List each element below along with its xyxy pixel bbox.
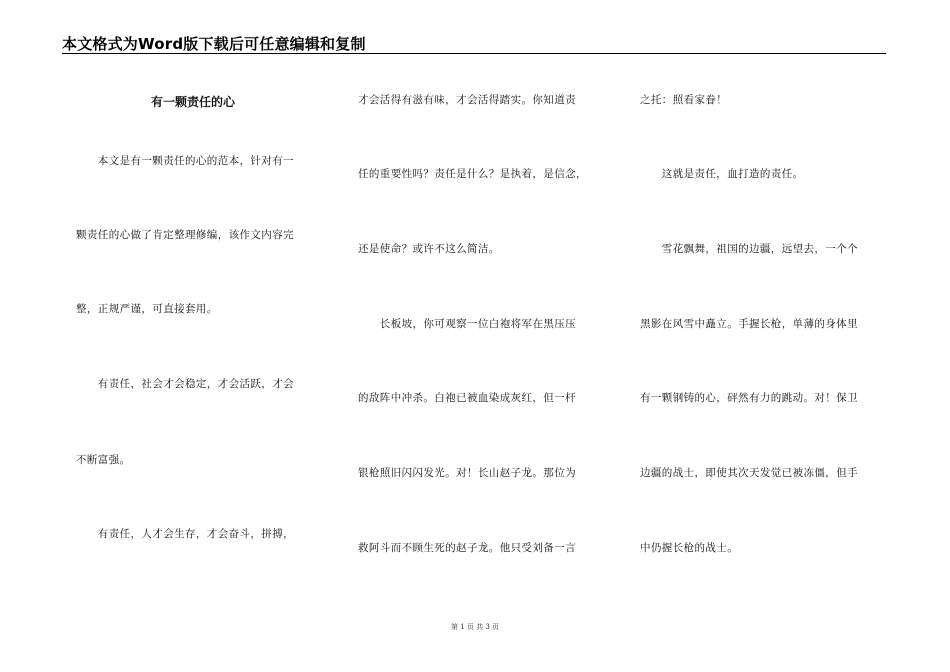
text-line: 有一颗钢铸的心，砰然有力的跳动。对！保卫 bbox=[640, 392, 858, 404]
text-line: 整，正规严谨，可直接套用。 bbox=[76, 303, 218, 315]
text-line: 这就是责任，血打造的责任。 bbox=[640, 168, 804, 180]
text-line: 雪花飘舞，祖国的边疆，远望去，一个个 bbox=[640, 243, 858, 255]
text-line: 还是使命？或许不这么简洁。 bbox=[358, 243, 500, 255]
text-line: 长板坡，你可观察一位白袍将军在黑压压 bbox=[358, 318, 576, 330]
document-header-title: 本文格式为Word版下载后可任意编辑和复制 bbox=[62, 35, 366, 53]
text-line: 任的重要性吗？责任是什么？是执着，是信念， bbox=[358, 168, 587, 180]
text-line: 的敌阵中冲杀。白袍已被血染成灰红，但一杆 bbox=[358, 392, 576, 404]
text-line: 有责任，人才会生存，才会奋斗，拼搏， bbox=[76, 528, 294, 540]
text-column-2 bbox=[358, 0, 604, 672]
text-line: 有责任，社会才会稳定，才会活跃，才会 bbox=[76, 378, 294, 390]
text-line: 才会活得有滋有味，才会活得踏实。你知道责 bbox=[358, 94, 576, 106]
text-line: 救阿斗而不顾生死的赵子龙。他只受刘备一言 bbox=[358, 542, 576, 554]
page-number: 第 1 页 共 3 页 bbox=[450, 623, 500, 631]
text-line: 银枪照旧闪闪发光。对！长山赵子龙。那位为 bbox=[358, 467, 576, 479]
text-column-1 bbox=[76, 0, 320, 672]
text-column-3 bbox=[640, 0, 886, 672]
text-line: 中仍握长枪的战士。 bbox=[640, 542, 739, 554]
text-line: 之托：照看家眷！ bbox=[640, 94, 728, 106]
text-line: 边疆的战士，即使其次天发觉已被冻僵，但手 bbox=[640, 467, 858, 479]
document-title: 有一颗责任的心 bbox=[150, 95, 235, 109]
text-line: 本文是有一颗责任的心的范本，针对有一 bbox=[76, 155, 294, 167]
text-line: 颗责任的心做了肯定整理修编，该作文内容完 bbox=[76, 229, 294, 241]
text-line: 黑影在风雪中矗立。手握长枪，单薄的身体里 bbox=[640, 318, 858, 330]
text-line: 不断富强。 bbox=[76, 454, 131, 466]
